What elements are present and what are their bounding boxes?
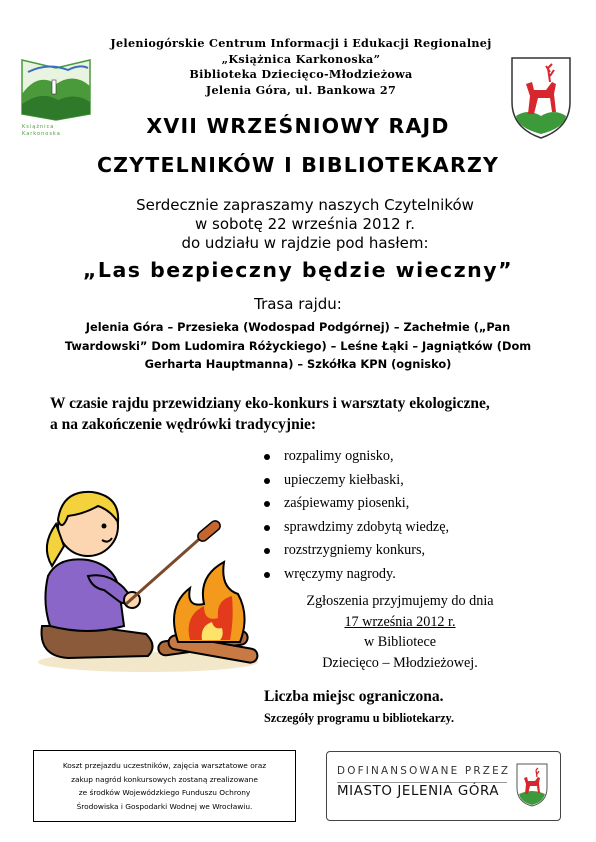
intro-block [120,196,490,253]
sponsor-box [326,751,561,821]
title-line-1: XVII WRZEŚNIOWY RAJD [146,114,450,138]
list-item [262,469,449,493]
logo-text-1: Książnica [22,124,55,130]
route-text [45,318,551,374]
list-item [262,445,449,469]
route-line-3: Gerharta Hauptmanna) – Szkółka KPN (ognisko) [144,357,452,371]
route-label: Trasa rajdu: [254,295,342,313]
sponsor-name: MIASTO JELENIA GÓRA [337,784,500,799]
activity-label: sprawdzimy zdobytą wiedzę, [284,518,450,535]
activity-label: rozpalimy ognisko, [284,448,394,464]
intro-line-2: w sobotę 22 września 2012 r. [195,215,415,233]
header-line-1: Jeleniogórskie Centrum Informacji i Edukacji Regionalnej [110,36,492,50]
campfire-illustration [28,476,268,676]
places-limit: Liczba miejsc ograniczona. [264,688,444,705]
activity-label: rozstrzygniemy konkurs, [284,542,426,559]
motto: „Las bezpieczny będzie wieczny” [82,258,514,282]
sponsor-divider [337,782,507,783]
activity-label: zaśpiewamy piosenki, [284,495,410,512]
list-item [262,563,449,587]
list-item [262,539,449,563]
bullet-icon [264,454,270,460]
signup-block [260,591,540,673]
list-item [262,492,449,516]
program-details: Szczegóły programu u bibliotekarzy. [264,711,455,725]
title-line-2: CZYTELNIKÓW I BIBLIOTEKARZY [96,153,500,177]
activities-list [262,445,449,587]
header-block [96,36,506,98]
paragraph-line-1: W czasie rajdu przewidziany eko-konkurs i warsztaty ekologiczne, [50,395,490,412]
paragraph-line-2: a na zakończenie wędrówki tradycyjnie: [50,416,317,433]
sponsor-crest-icon [515,762,549,808]
list-item [262,516,449,540]
route-line-1: Jelenia Góra – Przesieka (Wodospad Podgórnej) – Zachełmie („Pan [85,320,511,334]
intro-line-1: Serdecznie zapraszamy naszych Czytelników [136,196,474,214]
route-line-2: Twardowski” Dom Ludomira Różyckiego) – Leśne Łąki – Jagniątków (Dom [64,338,532,353]
header-line-2: „Książnica Karkonoska” [221,51,381,66]
funding-note-line-2: zakup nagród konkursowych zostaną zrealizowane [71,774,258,784]
header-line-4: Jelenia Góra, ul. Bankowa 27 [205,82,397,97]
signup-line-3: w Bibliotece [363,634,437,650]
funding-note-line-1: Koszt przejazdu uczestników, zajęcia warsztatowe oraz [62,761,267,770]
funding-note-line-3: ze środków Wojewódzkiego Funduszu Ochrony [78,788,251,797]
signup-line-1: Zgłoszenia przyjmujemy do dnia [306,593,494,609]
program-paragraph [50,393,550,435]
funding-note-box [33,750,296,822]
activity-label: wręczymy nagrody. [284,565,396,582]
sponsor-label: DOFINANSOWANE PRZEZ [337,765,511,777]
logo-text-2: Karkonoska [22,131,61,137]
signup-line-4: Dziecięco – Młodzieżowej. [322,654,478,671]
funding-note-line-4: Środowiska i Gospodarki Wodnej we Wrocławiu. [76,801,253,811]
activity-label: upieczemy kiełbaski, [284,471,404,488]
header-line-3: Biblioteka Dziecięco-Młodzieżowa [189,67,413,81]
signup-deadline: 17 września 2012 r. [344,613,456,630]
intro-line-3: do udziału w rajdzie pod hasłem: [181,234,429,252]
